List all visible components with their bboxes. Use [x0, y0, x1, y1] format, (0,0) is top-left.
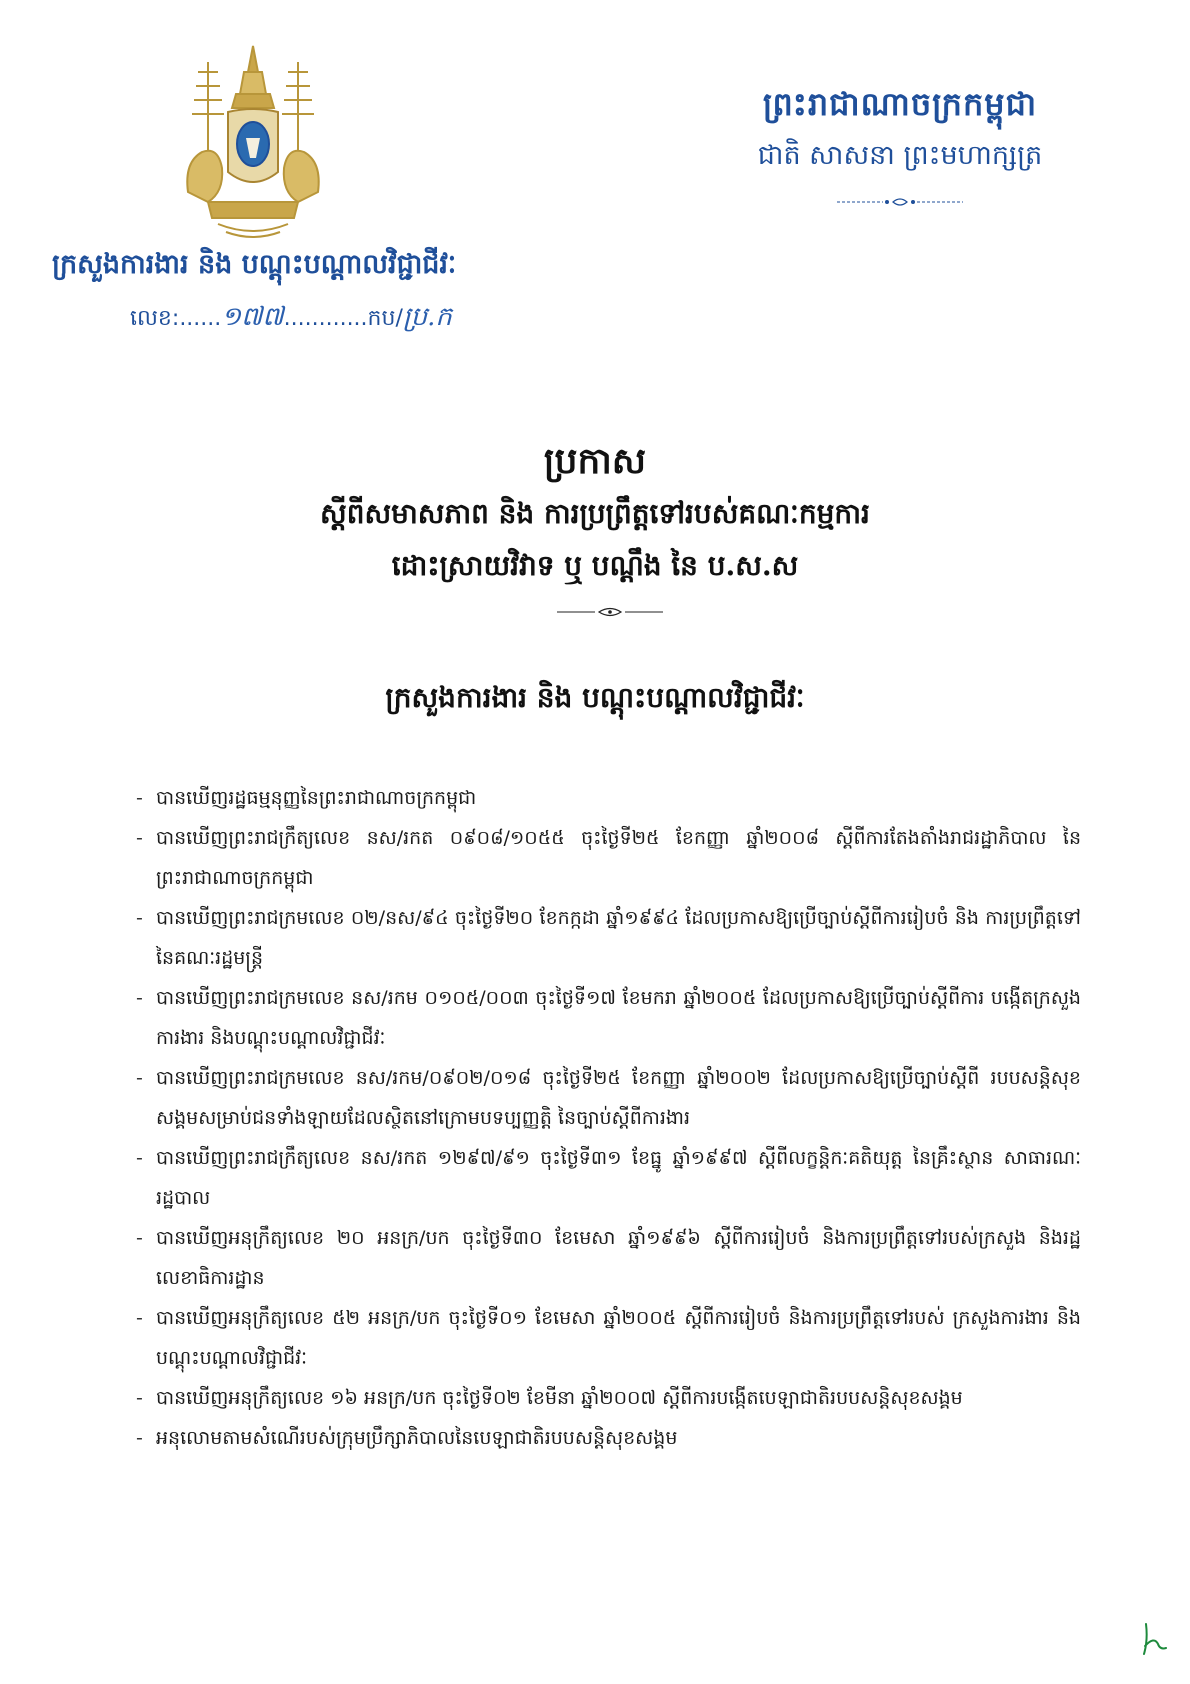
issuer-heading: ក្រសួងការងារ និង បណ្តុះបណ្តាលវិជ្ជាជីវៈ — [385, 681, 805, 714]
list-item: - បានឃើញអនុក្រឹត្យលេខ ៥២ អនក្រ/បក ចុះថ្ងៃទី០១ ខែមេសា ឆ្នាំ២០០៥ ស្តីពីការរៀបចំ និងការប្រព្រឹត្តទៅរបស់ ក្រសួងការងារ និងបណ្តុះបណ្តាលវិជ្ជាជីវៈ — [136, 1307, 1081, 1369]
reference-dots: ............ — [283, 306, 368, 331]
reference-label: លេខ: — [130, 306, 180, 331]
ornamental-divider-icon — [555, 606, 665, 618]
document-type: ប្រកាស — [543, 440, 647, 482]
reference-suffix: កប/ — [367, 306, 403, 331]
list-item: - បានឃើញព្រះរាជក្រមលេខ នស/រកម ០១០៥/០០៣ ចុះថ្ងៃទី១៧ ខែមករា ឆ្នាំ២០០៥ ដែលប្រកាសឱ្យប្រើច្បាប់ស្តីពីការ បង្កើតក្រសួងការងារ និងបណ្តុះបណ្តាលវិជ្ជាជីវៈ — [136, 987, 1081, 1049]
subject-line-1: ស្តីពីសមាសភាព និង ការប្រព្រឹត្តទៅរបស់គណៈកម្មការ — [320, 497, 870, 530]
kingdom-motto: ជាតិ សាសនា ព្រះមហាក្សត្រ — [757, 140, 1043, 171]
kingdom-header — [720, 84, 1080, 208]
ornamental-divider-icon — [835, 196, 965, 208]
list-item: - បានឃើញរដ្ឋធម្មនុញ្ញនៃព្រះរាជាណាចក្រកម្ពុជា — [136, 787, 477, 809]
list-item: - បានឃើញព្រះរាជក្រឹត្យលេខ នស/រកត ១២៩៧/៩១ ចុះថ្ងៃទី៣១ ខែធ្នូ ឆ្នាំ១៩៩៧ ស្តីពីលក្ខន្តិកៈគតិយុត្ត នៃគ្រឹះស្ថាន សាធារណៈរដ្ឋបាល — [136, 1147, 1081, 1209]
subject-line-2: ដោះស្រាយវិវាទ ឬ បណ្តឹង នៃ ប.ស.ស — [391, 549, 799, 582]
ministry-name: ក្រសួងការងារ និង បណ្តុះបណ្តាលវិជ្ជាជីវៈ — [52, 249, 457, 280]
list-item: - បានឃើញព្រះរាជក្រឹត្យលេខ នស/រកត ០៩០៨/១០៥៥ ចុះថ្ងៃទី២៥ ខែកញ្ញា ឆ្នាំ២០០៨ ស្តីពីការតែងតាំងរាជរដ្ឋាភិបាល នៃព្រះរាជាណាចក្រកម្ពុជា — [136, 827, 1081, 889]
royal-coat-of-arms-icon — [178, 42, 328, 242]
list-item: - អនុលោមតាមសំណើរបស់ក្រុមប្រឹក្សាភិបាលនៃបេឡាជាតិរបបសន្តិសុខសង្គម — [136, 1427, 678, 1449]
handwritten-initial-icon — [1140, 1622, 1170, 1656]
list-item: - បានឃើញអនុក្រឹត្យលេខ ១៦ អនក្រ/បក ចុះថ្ងៃទី០២ ខែមីនា ឆ្នាំ២០០៧ ស្តីពីការបង្កើតបេឡាជាតិរបបសន្តិសុខសង្គម — [136, 1387, 963, 1409]
kingdom-name: ព្រះរាជាណាចក្រកម្ពុជា — [762, 85, 1038, 123]
list-item: - បានឃើញអនុក្រឹត្យលេខ ២០ អនក្រ/បក ចុះថ្ងៃទី៣០ ខែមេសា ឆ្នាំ១៩៩៦ ស្តីពីការរៀបចំ និងការប្រព្រឹត្តទៅរបស់ក្រសួង និងរដ្ឋលេខាធិការដ្ឋាន — [136, 1227, 1081, 1289]
reference-code: ប្រ.ក — [402, 302, 452, 332]
reference-number: ១៧៧ — [221, 302, 284, 332]
reference-number-line — [130, 300, 452, 338]
list-item: - បានឃើញព្រះរាជក្រមលេខ ០២/នស/៩៤ ចុះថ្ងៃទី២០ ខែកក្កដា ឆ្នាំ១៩៩៤ ដែលប្រកាសឱ្យប្រើច្បាប់ស្តីពីការរៀបចំ និង ការប្រព្រឹត្តទៅនៃគណៈរដ្ឋមន្ត្រី — [136, 907, 1081, 969]
reference-dots-left: ...... — [179, 306, 222, 331]
preamble-clauses — [136, 778, 1081, 1458]
list-item: - បានឃើញព្រះរាជក្រមលេខ នស/រកម/០៩០២/០១៨ ចុះថ្ងៃទី២៥ ខែកញ្ញា ឆ្នាំ២០០២ ដែលប្រកាសឱ្យប្រើច្បាប់ស្តីពី របបសន្តិសុខសង្គមសម្រាប់ជនទាំងឡាយដែលស្ថិតនៅក្រោមបទប្បញ្ញត្តិ នៃច្បាប់ស្តីពីការងារ — [136, 1067, 1081, 1129]
